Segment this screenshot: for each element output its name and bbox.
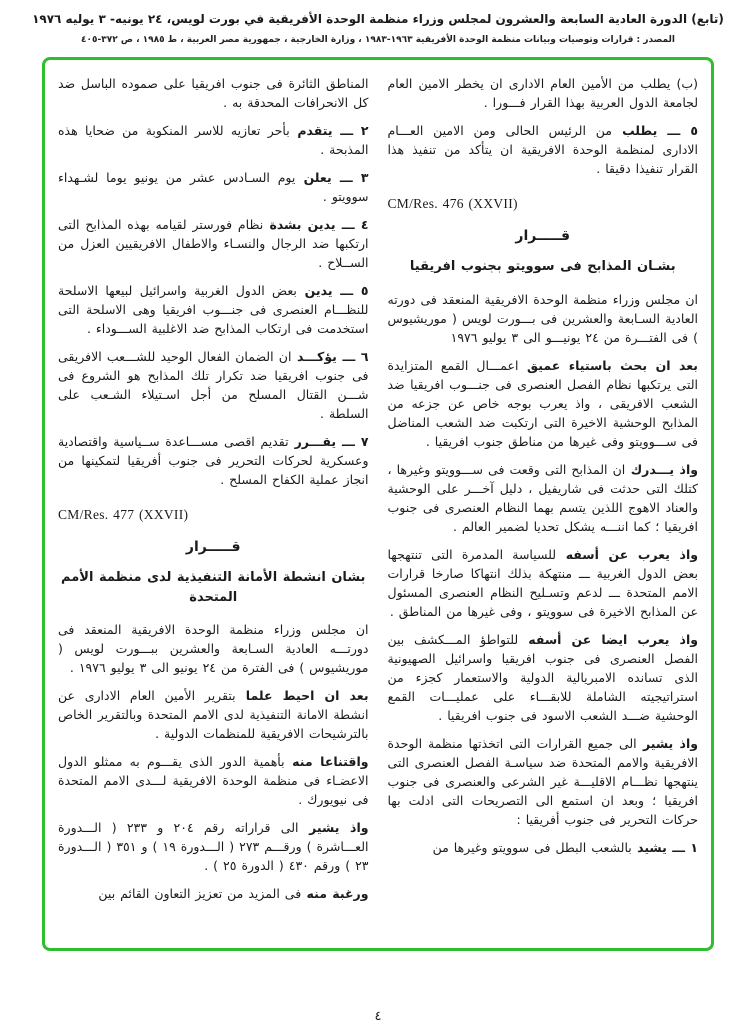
paragraph-lead: ورغبة منه — [301, 886, 369, 902]
paragraph: ١ ـــ يشيد بالشعب البطل فى سوويتو وغيرها من — [432, 839, 698, 855]
paragraph: ٦ ـــ يؤكـــد ان الضمان الفعال الوحيد للشـــعب الافريقى فى جنوب افريقيا ضد تكرار تلك المذابح هو الشروع فى شـــن القتال المسلح من أجل اسـتيلاء الشـعب على السلطة . — [58, 348, 369, 421]
paragraph: واذ يشير الى جميع القرارات التى اتخذتها منظمة الوحدة الافريقية والامم المتحدة ضد سياسـة الفصل العنصرى التى ينتهجها نظـــام الاقليـــة غير الشرعى والعنصرى فى جنوب افريقيا ؛ وبعد ان استمع الى التصريحات التى ادلت بها حركات التحرير فى جنوب أفريقيا : — [387, 735, 698, 827]
column-right — [388, 74, 699, 938]
page-footer — [0, 1005, 756, 1024]
paragraph: واذ يشير الى قراراته رقم ٢٠٤ و ٢٣٣ ( الـــدورة العـــاشرة ) ورقـــم ٢٧٣ ( الـــدورة ١٩ ) و ٣٥١ ( الـــدورة ٢٣ ) ورقم ٤٣٠ ( الدورة ٢٥ ) . — [58, 820, 369, 874]
paragraph-lead: ٤ ـــ يدين بشدة — [263, 216, 369, 232]
document-title: (تابع) الدورة العادية السابعة والعشرون لمجلس وزراء منظمة الوحدة الأفريقية في بورت لويس، ٢٤ يونيه- ٣ يوليه ١٩٧٦ — [32, 12, 724, 26]
paragraph-lead: ٧ ـــ يقـــرر — [288, 433, 369, 449]
paragraph-lead: ٥ ـــ يطلب — [611, 122, 698, 138]
paragraph-lead: واذ يعرب عن أسفه — [556, 546, 698, 562]
column-left — [58, 74, 369, 938]
paragraph-lead: بعد ان بحث باستياء عميق — [518, 357, 698, 373]
paragraph: (ب) يطلب من الأمين العام الادارى ان يخطر الامين العام لجامعة الدول العربية بهذا القرار فـــورا . — [387, 75, 698, 110]
paragraph-lead: واذ يشير — [636, 735, 698, 751]
paragraph-lead: واذ يـــدرك — [625, 461, 698, 477]
page-header — [0, 12, 756, 45]
paragraph: ان مجلس وزراء منظمة الوحدة الافريقية المنعقد فى دورته العادية السـابعة والعشرين فى بـــورت لويس ( موريشيوس ) فى الفتـــرة من ٢٤ يونيـــو الى ٣ يوليو ١٩٧٦ — [387, 291, 698, 345]
resolution-heading: قـــــرار — [515, 228, 571, 245]
text-columns — [58, 74, 698, 938]
paragraph-lead: ٢ ـــ يتقدم — [289, 122, 369, 138]
paragraph: واذ يـــدرك ان المذابح التى وقعت فى ســـوويتو وغيرها ، كتلك التى حدثت فى شاريفيل ، دليل آخـــر على الوحشية والعناد الاهوج اللذين يتسم بهما النظام العنصرى فى جنوب افريقيا ؛ كما اننـــه يشكل تحديا لضمير العالم . — [387, 461, 698, 534]
paragraph-lead: واذ يشير — [298, 820, 369, 836]
paragraph: ان مجلس وزراء منظمة الوحدة الافريقية المنعقد فى دورتـــه العادية السـابعة والعشرين ببـــورت لويس ( موريشيوس ) فى الفترة من ٢٤ يونيو الى ٣ يوليو ١٩٧٦ . — [58, 622, 369, 676]
paragraph: ٤ ـــ يدين بشدة نظام فورستر لقيامه بهذه المذابح التى ارتكبها ضد الرجال والنسـاء والاطفال الافريقيين العزل من الســلاح . — [58, 216, 369, 270]
paragraph: ٣ ـــ يعلن يوم السـادس عشر من يونيو يوما لشـهداء سوويتو . — [58, 169, 369, 204]
paragraph: بعد ان احيط علما بتقرير الأمين العام الادارى عن انشطة الامانة التنفيذية لدى الامم المتحدة وبالتقرير الخاص بالترشيحات الافريقية للمنظمات الدولية . — [58, 688, 369, 742]
paragraph-lead: ٦ ـــ يؤكـــد — [291, 348, 369, 364]
content-frame — [42, 57, 714, 951]
paragraph: بعد ان بحث باستياء عميق اعمـــال القمع المتزايدة التى يرتكبها نظام الفصل العنصرى فى جنـــوب افريقيا ضد الشعب الافريقى ، واذ يعرب بوجه خاص عن جزعه من المذابح الوحشية الاخيرة التى ارتكبت ضد الشعب المناضل فى ســـوويتو وفى غيرها من مناطق جنوب افريقيا . — [387, 357, 698, 449]
paragraph-lead: ١ ـــ يشيد — [631, 839, 698, 855]
paragraph-lead: بعد ان احيط علما — [235, 688, 369, 704]
paragraph: المناطق الثائرة فى جنوب افريقيا على صموده الباسل ضد كل الانحرافات المحدقة به . — [58, 75, 369, 110]
paragraph: ورغبة منه فى المزيد من تعزيز التعاون القائم بين — [98, 886, 369, 902]
source-line: المصدر : قرارات وتوصيات وبيانات منظمة الوحدة الأفريقية ١٩٦٣-١٩٨٣ ، وزارة الخارجية ، جمهورية مصر العربية ، ط ١٩٨٥ ، ص ٣٧٢-٤٠٥ — [80, 34, 676, 45]
paragraph-lead: ٥ ـــ يدين — [296, 282, 369, 298]
resolution-subject: بشـان المذابح فى سوويتو بجنوب افريقيا — [409, 259, 676, 275]
paragraph: واذ يعرب ايضا عن أسفه للتواطؤ المـــكشف بين الفصل العنصرى فى جنوب افريقيا واسرائيل الصهيونية الذى تسانده الامبريالية الدولية والاستعمار كجزء من استراتيجيته الشاملة للابقـــاء على عمليـــات القمع الوحشية ضـــد الشعب الاسود فى جنوب افريقيا . — [387, 631, 698, 723]
paragraph: ٢ ـــ يتقدم بأحر تعازيه للاسر المنكوبة من ضحايا هذه المذبحة . — [58, 122, 369, 157]
paragraph-lead: واقتناعا منه — [284, 754, 369, 770]
paragraph-lead: واذ يعرب ايضا عن أسفه — [518, 631, 698, 647]
paragraph-lead: ٣ ـــ يعلن — [295, 169, 369, 185]
resolution-subject: بشان انشطة الأمانة التنفيذية لدى منظمة الأمم المتحدة — [61, 570, 366, 605]
paragraph: ٧ ـــ يقـــرر تقديم اقصى مســـاعدة ســياسية واقتصادية وعسكرية لحركات التحرير فى جنوب أفريقيا لتمكينها من انجاز عملية الكفاح المسلح . — [58, 433, 369, 487]
paragraph: واقتناعا منه بأهمية الدور الذى يقـــوم به ممثلو الدول الاعضـاء فى منظمة الوحدة الافريقية لـــدى الامم المتحدة فى نيويورك . — [58, 754, 369, 808]
paragraph: ٥ ـــ يطلب من الرئيس الحالى ومن الامين العـــام الادارى لمنظمة الوحدة الافريقية ان يتأكد من تنفيذ هذا القرار تنفيذا دقيقا . — [387, 122, 698, 176]
paragraph: ٥ ـــ يدين بعض الدول الغربية واسرائيل لبيعها الاسلحة للنظـــام العنصرى فى جنـــوب افريقيا وهى الاسلحة التى استخدمت فى ارتكاب المذابح ضد الاغلبية الســـوداء . — [58, 282, 369, 336]
paragraph: واذ يعرب عن أسفه للسياسة المدمرة التى تنتهجها بعض الدول الغربية ـــ منتهكة بذلك انتهاكا صارخا قرارات الامم المتحدة ـــ لدعم وتسـليح النظام العنصرى المسئول عن المذابح الاخيرة فى سوويتو ، وفى غيرها من المناطق . — [387, 546, 698, 619]
resolution-number: CM/Res. 477 (XXVII) — [58, 506, 189, 522]
resolution-heading: قـــــرار — [185, 539, 241, 556]
resolution-number: CM/Res. 476 (XXVII) — [387, 195, 518, 211]
page-number: ٤ — [374, 1009, 382, 1024]
